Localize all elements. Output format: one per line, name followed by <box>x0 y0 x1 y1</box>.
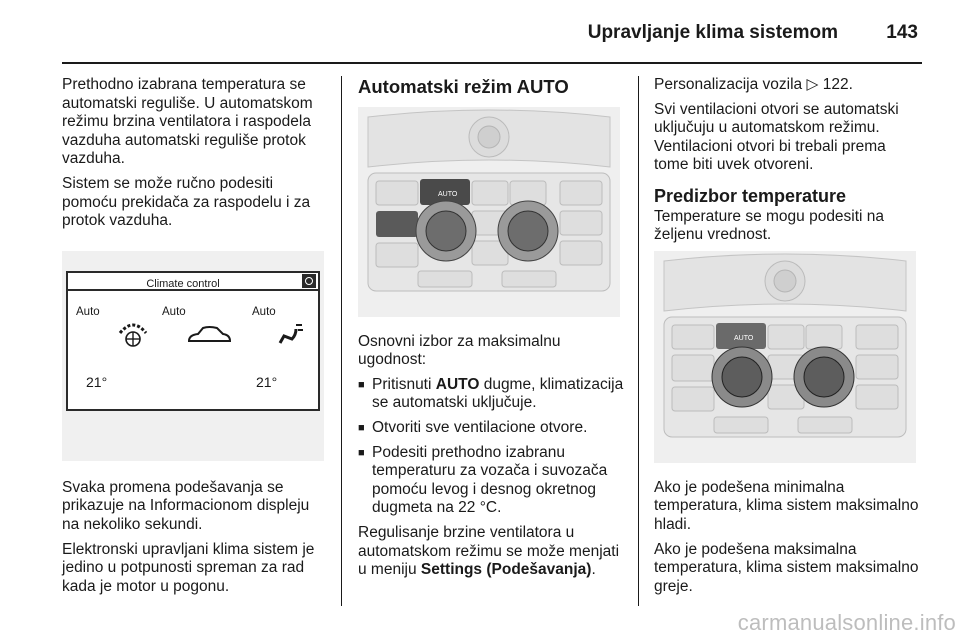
settings-icon <box>302 274 316 288</box>
list-item: ■ Podesiti prethodno izabranu temperaturu za vozača i suvozača pomoću levog i desnog okretnog dugmeta na 22 °C. <box>358 444 628 518</box>
seat-airflow-icon <box>276 321 304 349</box>
fan-icon <box>116 319 150 349</box>
watermark: carmanualsonline.info <box>737 610 956 635</box>
screen-header <box>68 273 318 291</box>
auto-label-left: Auto <box>76 305 100 318</box>
climate-panel-illustration-2 <box>654 251 916 463</box>
page-ref-arrow-icon: ▷ <box>806 76 819 93</box>
auto-button-label: AUTO <box>734 334 754 342</box>
page-number: 143 <box>886 22 918 43</box>
driver-temperature: 21° <box>86 373 108 390</box>
paragraph: Temperature se mogu podesiti na željenu vrednost. <box>654 207 885 244</box>
header-divider <box>62 62 922 64</box>
column-3 <box>654 76 924 602</box>
paragraph: Svi ventilacioni otvori se automatski uključuju u automatskom režimu. Ventilacioni otvori bi trebali prema tome biti uvek otvoreni. <box>654 100 899 174</box>
climate-panel-illustration <box>358 107 620 317</box>
auto-label-center: Auto <box>162 305 186 318</box>
auto-label-right: Auto <box>252 305 276 318</box>
list-item: ■ Pritisnuti AUTO dugme, klimatizacija se automatski uključuje. <box>358 376 628 413</box>
section-heading: Automatski režim AUTO <box>358 76 569 97</box>
column-divider-1 <box>341 76 342 606</box>
paragraph: Svaka promena podešavanja se prikazuje na Informacionom displeju na nekoliko sekundi. <box>62 478 310 533</box>
list-item: ■ Otvoriti sve ventilacione otvore. <box>358 419 628 438</box>
paragraph: Personalizacija vozila ▷ 122. <box>654 76 853 93</box>
paragraph: Osnovni izbor za maksimalnu ugodnost: <box>358 332 561 369</box>
section-title: Upravljanje klima sistemom <box>587 22 838 43</box>
paragraph: Ako je podešena maksimalna temperatura, klima sistem maksimalno greje. <box>654 540 919 595</box>
paragraph: Elektronski upravljani klima sistem je jedino u potpunosti spreman za rad kada je motor u pogonu. <box>62 540 315 595</box>
climate-display-figure <box>62 251 324 461</box>
climate-display-screen <box>66 271 320 411</box>
instruction-list <box>358 376 628 518</box>
paragraph: Prethodno izabrana temperatura se automatski reguliše. U automatskom režimu brzina ventilatora i raspodela vazduha automatski reguliše protok vazduha. <box>62 76 313 168</box>
auto-button-label: AUTO <box>438 190 458 198</box>
climate-panel-figure-2 <box>654 251 916 463</box>
section-heading: Predizbor temperature <box>654 185 847 206</box>
paragraph: Sistem se može ručno podesiti pomoću prekidača za raspodelu i za protok vazduha. <box>62 174 311 230</box>
column-1 <box>62 76 330 602</box>
paragraph: Regulisanje brzine ventilatora u automatskom režimu se može menjati u meniju Settings (Podešavanja). <box>358 523 620 579</box>
passenger-temperature: 21° <box>256 373 278 390</box>
screen-title: Climate control <box>146 277 220 290</box>
column-divider-2 <box>638 76 639 606</box>
climate-panel-figure <box>358 107 620 317</box>
car-icon <box>186 325 232 347</box>
column-2 <box>358 76 628 586</box>
paragraph: Ako je podešena minimalna temperatura, klima sistem maksimalno hladi. <box>654 478 919 533</box>
page-header <box>0 0 960 60</box>
